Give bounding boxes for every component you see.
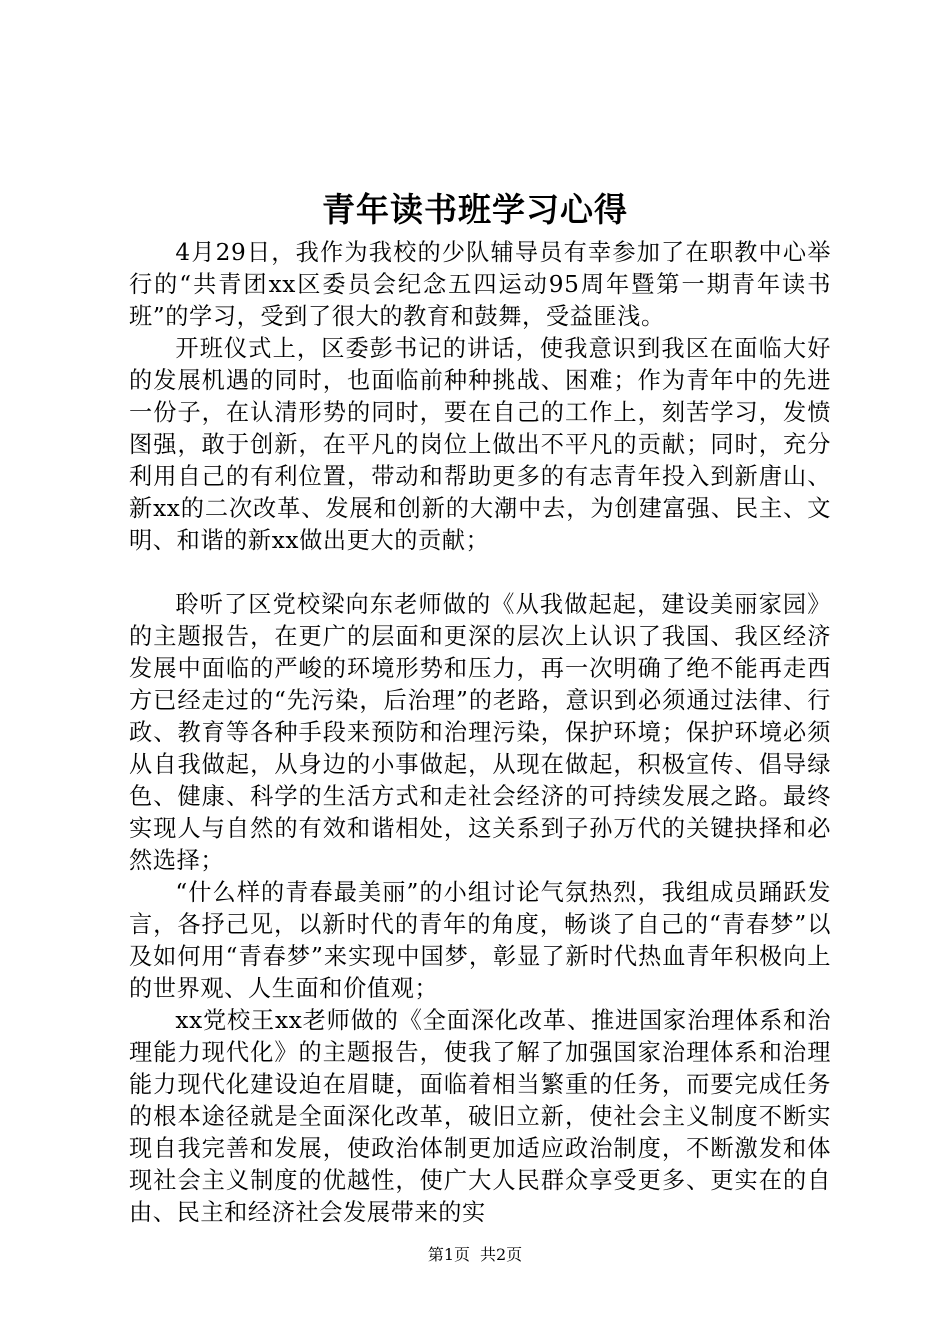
page-number-current: 第1页 — [427, 1245, 470, 1264]
paragraph-2: 开班仪式上，区委彭书记的讲话，使我意识到我区在面临大好的发展机遇的同时，也面临前种种挑战、困难；作为青年中的先进一份子，在认清形势的同时，要在自己的工作上，刻苦学习，发愤图强，敢于创新，在平凡的岗位上做出不平凡的贡献；同时，充分利用自己的有利位置，带动和帮助更多的有志青年投入到新唐山、新xx的二次改革、发展和创新的大潮中去，为创建富强、民主、文明、和谐的新xx做出更大的贡献； — [129, 335, 831, 554]
paragraph-spacer — [129, 557, 831, 589]
paragraph-1: 4月29日，我作为我校的少队辅导员有幸参加了在职教中心举行的“共青团xx区委员会纪念五四运动95周年暨第一期青年读书班”的学习，受到了很大的教育和鼓舞，受益匪浅。 — [129, 239, 831, 330]
paragraph-3: 聆听了区党校梁向东老师做的《从我做起起，建设美丽家园》的主题报告，在更广的层面和更深的层次上认识了我国、我区经济发展中面临的严峻的环境形势和压力，再一次明确了绝不能再走西方已经走过的“先污染，后治理”的老路，意识到必须通过法律、行政、教育等各种手段来预防和治理污染，保护环境；保护环境必须从自我做起，从身边的小事做起，从现在做起，积极宣传、倡导绿色、健康、科学的生活方式和走社会经济的可持续发展之路。最终实现人与自然的有效和谐相处，这关系到子孙万代的关键抉择和必然选择； — [129, 591, 831, 874]
page-number-total: 共2页 — [480, 1245, 523, 1264]
document-body — [129, 237, 831, 1229]
page-footer — [0, 1244, 950, 1266]
paragraph-4: “什么样的青春最美丽”的小组讨论气氛热烈，我组成员踊跃发言，各抒己见，以新时代的青年的角度，畅谈了自己的“青春梦”以及如何用“青春梦”来实现中国梦，彰显了新时代热血青年积极向上的世界观、人生面和价值观； — [129, 879, 831, 1002]
document-title: 青年读书班学习心得 — [322, 190, 628, 229]
paragraph-5: xx党校王xx老师做的《全面深化改革、推进国家治理体系和治理能力现代化》的主题报告，使我了解了加强国家治理体系和治理能力现代化建设迫在眉睫，面临着相当繁重的任务，而要完成任务的根本途径就是全面深化改革，破旧立新，使社会主义制度不断实现自我完善和发展，使政治体制更加适应政治制度，不断激发和体现社会主义制度的优越性，使广大人民群众享受更多、更实在的自由、民主和经济社会发展带来的实 — [129, 1007, 831, 1226]
